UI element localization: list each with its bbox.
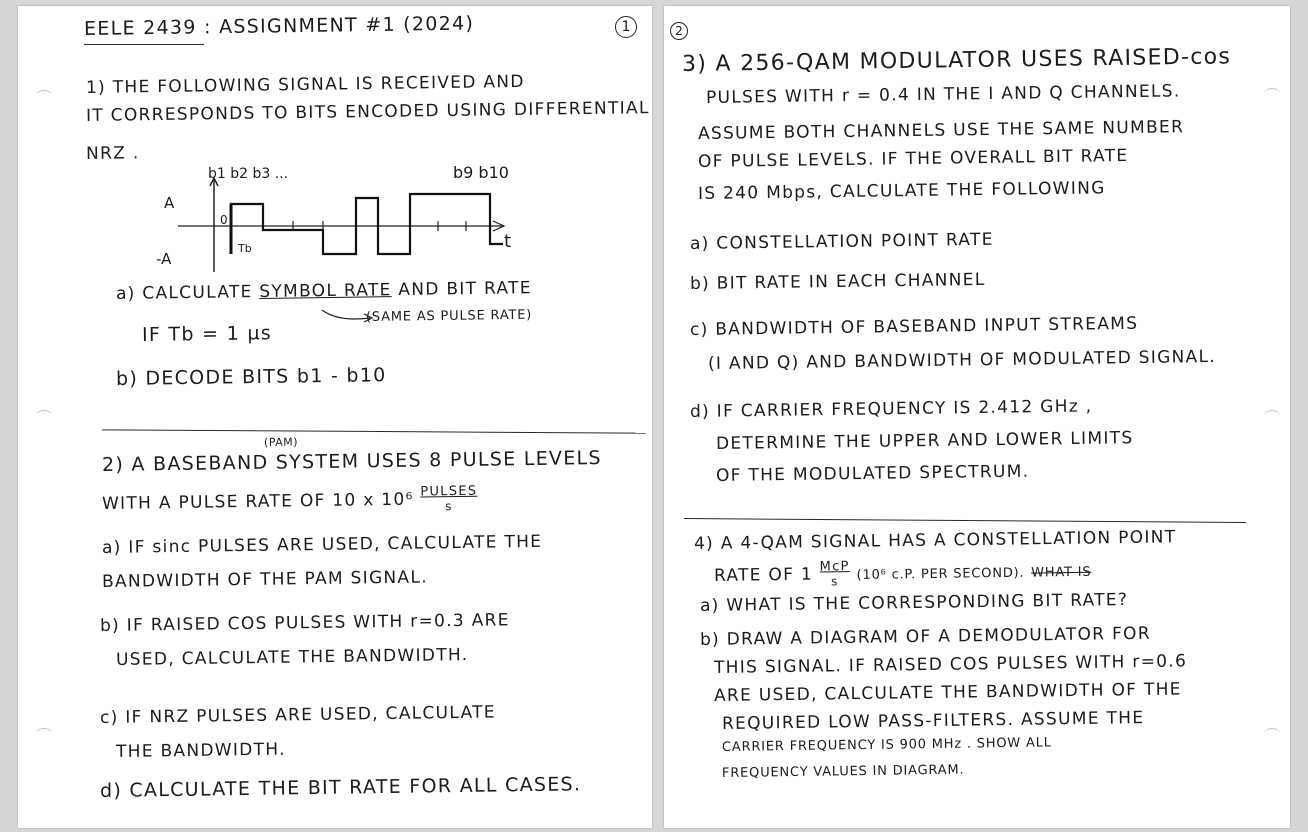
q3d-line-3: OF THE MODULATED SPECTRUM. bbox=[715, 461, 1030, 486]
q1-line-3: NRZ . bbox=[85, 143, 140, 164]
q4-line-2-text: RATE OF 1 bbox=[713, 564, 820, 586]
q2b-line-2: USED, CALCULATE THE BANDWIDTH. bbox=[115, 645, 469, 670]
q2-line-2-text: WITH A PULSE RATE OF 10 x 10⁶ bbox=[101, 489, 421, 514]
q3-line-1: 3) A 256-QAM MODULATOR USES RAISED-cos bbox=[681, 44, 1232, 77]
q3c-line-1: c) BANDWIDTH OF BASEBAND INPUT STREAMS bbox=[689, 313, 1139, 340]
fraction-numerator: PULSES bbox=[420, 483, 478, 500]
q4a: a) WHAT IS THE CORRESPONDING BIT RATE? bbox=[699, 590, 1129, 616]
fraction-denominator: s bbox=[831, 574, 839, 589]
bit-labels: b1 b2 b3 ... bbox=[208, 166, 289, 182]
differential-nrz-waveform bbox=[148, 156, 528, 276]
struck-out-text: WHAT IS bbox=[1031, 564, 1092, 581]
q1b: b) DECODE BITS b1 - b10 bbox=[115, 364, 387, 390]
punch-hole-mark bbox=[1264, 728, 1280, 739]
tb-label: Tb bbox=[238, 242, 252, 255]
q1a-suffix: AND BIT RATE bbox=[391, 278, 532, 301]
q2d: d) CALCULATE THE BIT RATE FOR ALL CASES. bbox=[99, 773, 582, 802]
page-2 bbox=[664, 6, 1290, 828]
q1a-note: (SAME AS PULSE RATE) bbox=[365, 307, 533, 325]
q3d-line-2: DETERMINE THE UPPER AND LOWER LIMITS bbox=[715, 428, 1134, 454]
q4-line-2 bbox=[714, 557, 1092, 590]
q2-line-2 bbox=[102, 485, 478, 518]
last-bit-labels: b9 b10 bbox=[453, 163, 509, 182]
q3-line-2: PULSES WITH r = 0.4 IN THE I AND Q CHANNELS. bbox=[705, 81, 1181, 108]
q2-line-1: 2) A BASEBAND SYSTEM USES 8 PULSE LEVELS bbox=[101, 447, 602, 476]
mcp-per-second-fraction bbox=[820, 560, 850, 588]
q1a-prefix: a) CALCULATE bbox=[115, 281, 260, 304]
page-number-badge: 2 bbox=[670, 22, 688, 40]
q3b: b) BIT RATE IN EACH CHANNEL bbox=[689, 269, 986, 294]
assignment-header: EELE 2439 : ASSIGNMENT #1 (2024) bbox=[83, 12, 475, 40]
q4b-line-4: REQUIRED LOW PASS-FILTERS. ASSUME THE bbox=[721, 708, 1145, 734]
q2c-line-1: c) IF NRZ PULSES ARE USED, CALCULATE bbox=[99, 702, 496, 728]
punch-hole-mark bbox=[36, 410, 52, 421]
level-positive-label: A bbox=[164, 194, 175, 212]
punch-hole-mark bbox=[36, 90, 52, 101]
page-number-badge: 1 bbox=[615, 16, 637, 38]
q2b-line-1: b) IF RAISED COS PULSES WITH r=0.3 ARE bbox=[99, 610, 510, 636]
q3-line-4: OF PULSE LEVELS. IF THE OVERALL BIT RATE bbox=[697, 145, 1129, 172]
q4b-line-2: THIS SIGNAL. IF RAISED COS PULSES WITH r=0.6 bbox=[713, 651, 1188, 678]
section-divider bbox=[102, 429, 646, 433]
q4b-line-5: CARRIER FREQUENCY IS 900 MHz . SHOW ALL bbox=[721, 735, 1052, 755]
q4-unit-note: (10⁶ c.P. PER SECOND). bbox=[856, 565, 1025, 584]
q4b-line-3: ARE USED, CALCULATE THE BANDWIDTH OF THE bbox=[713, 679, 1182, 706]
origin-label: 0 bbox=[220, 213, 228, 227]
q1-line-1: 1) THE FOLLOWING SIGNAL IS RECEIVED AND bbox=[85, 71, 525, 98]
q4-line-1: 4) A 4-QAM SIGNAL HAS A CONSTELLATION POINT bbox=[693, 527, 1177, 554]
q3c-line-2: (I AND Q) AND BANDWIDTH OF MODULATED SIGNAL. bbox=[707, 346, 1217, 374]
q2-annotation: (PAM) bbox=[263, 435, 299, 449]
q2a-line-2: BANDWIDTH OF THE PAM SIGNAL. bbox=[101, 567, 429, 592]
q2a-line-1: a) IF sinc PULSES ARE USED, CALCULATE THE bbox=[101, 531, 543, 558]
q3-line-5: IS 240 Mbps, CALCULATE THE FOLLOWING bbox=[697, 178, 1106, 204]
q4b-line-6: FREQUENCY VALUES IN DIAGRAM. bbox=[721, 762, 965, 781]
fraction-denominator: s bbox=[445, 499, 453, 514]
punch-hole-mark bbox=[1264, 88, 1280, 99]
header-underline bbox=[84, 44, 204, 45]
q1a-line-1 bbox=[116, 278, 532, 304]
q1a-underlined: SYMBOL RATE bbox=[259, 280, 392, 302]
pulses-per-second-fraction bbox=[420, 485, 478, 514]
q3-line-3: ASSUME BOTH CHANNELS USE THE SAME NUMBER bbox=[697, 117, 1185, 144]
fraction-numerator: McP bbox=[819, 559, 850, 575]
punch-hole-mark bbox=[36, 728, 52, 739]
waveform-trace bbox=[231, 194, 503, 254]
punch-hole-mark bbox=[1264, 410, 1280, 421]
q1-line-2: IT CORRESPONDS TO BITS ENCODED USING DIFFERENTIAL bbox=[85, 98, 650, 126]
q2c-line-2: THE BANDWIDTH. bbox=[115, 739, 286, 762]
time-axis-label: t bbox=[504, 231, 512, 252]
section-divider bbox=[684, 518, 1246, 523]
level-negative-label: -A bbox=[156, 250, 172, 268]
q4b-line-1: b) DRAW A DIAGRAM OF A DEMODULATOR FOR bbox=[699, 623, 1152, 650]
q3d-line-1: d) IF CARRIER FREQUENCY IS 2.412 GHz , bbox=[689, 396, 1093, 422]
page-1 bbox=[18, 6, 652, 828]
q3a: a) CONSTELLATION POINT RATE bbox=[689, 229, 994, 254]
q1a-line-2: IF Tb = 1 μs bbox=[141, 322, 273, 346]
